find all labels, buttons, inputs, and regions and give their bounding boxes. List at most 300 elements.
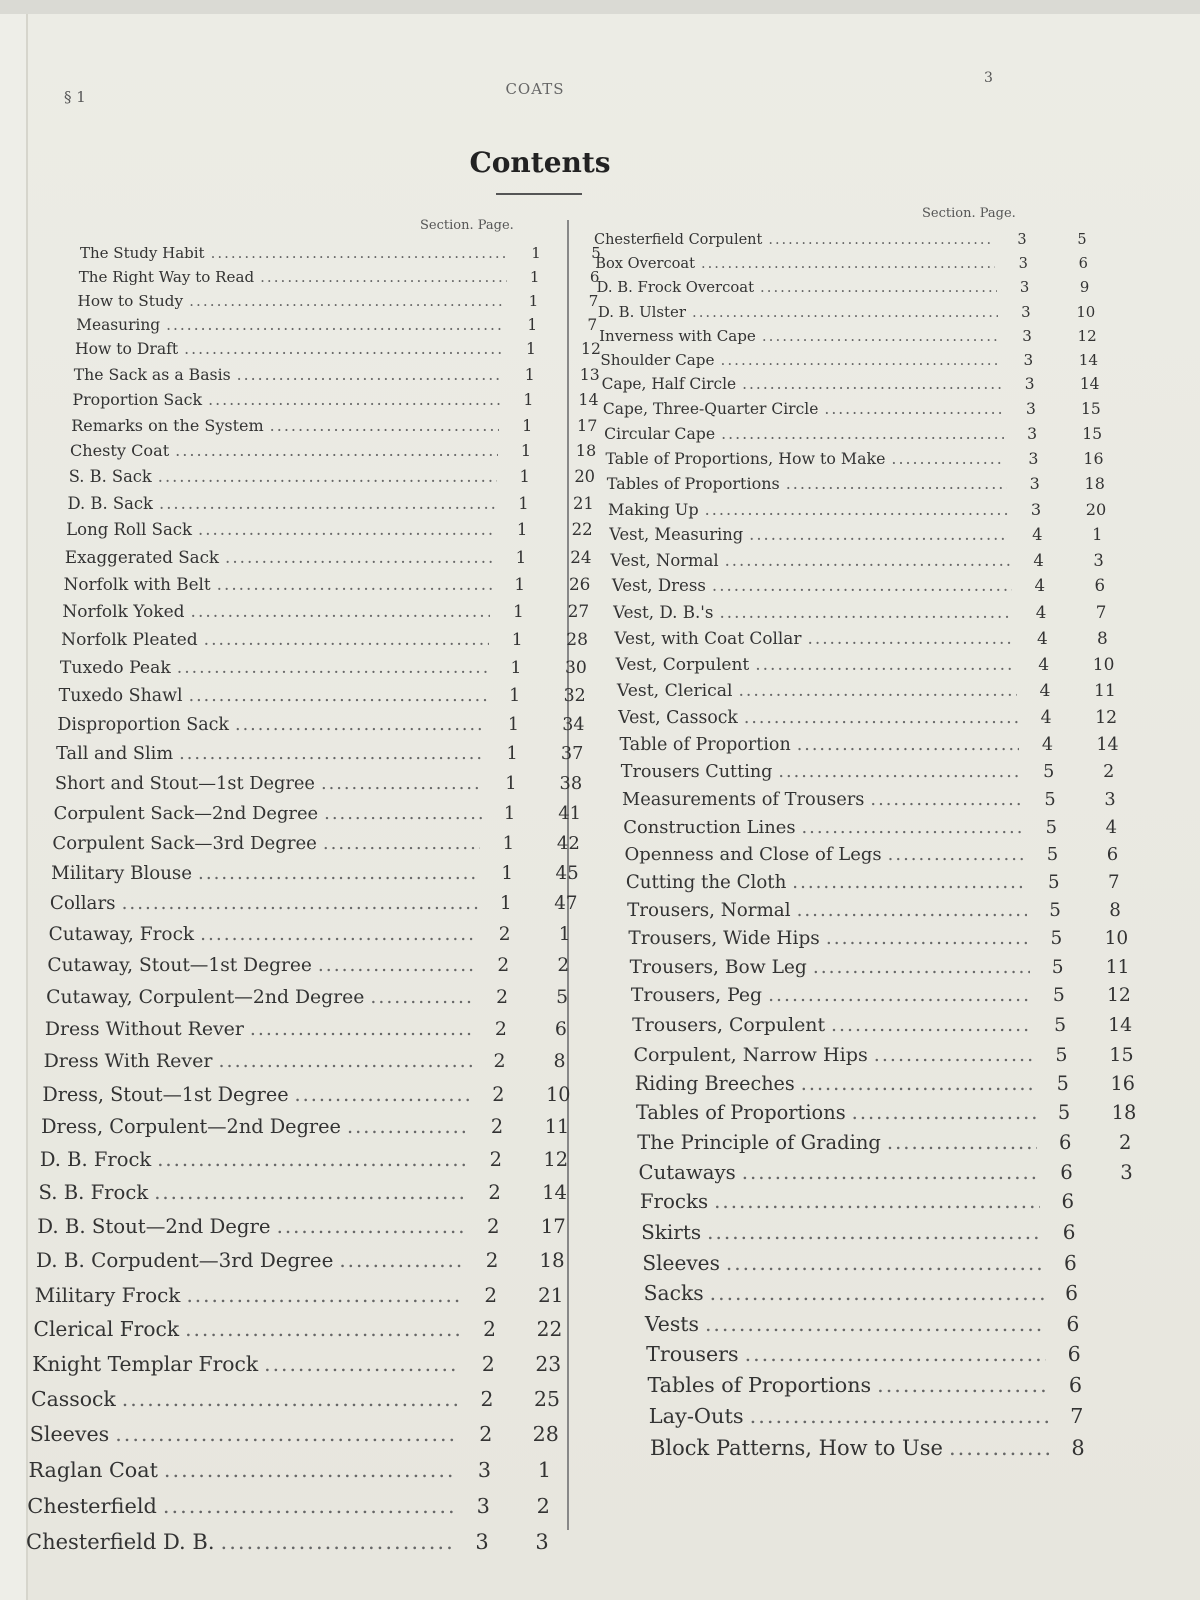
entry-title: Vest, Clerical xyxy=(616,681,733,702)
entry-page: 16 xyxy=(1083,449,1104,469)
entry-page: 22 xyxy=(571,520,593,540)
leader-dots xyxy=(179,744,484,764)
entry-section: 3 xyxy=(1021,302,1031,321)
entry-section: 6 xyxy=(1066,1311,1080,1336)
entry-section: 6 xyxy=(1059,1130,1072,1154)
contents-entry xyxy=(618,708,1138,728)
entry-title: Box Overcoat xyxy=(595,255,695,273)
entry-title: Cape, Three-Quarter Circle xyxy=(602,399,819,418)
page-number: 3 xyxy=(984,70,993,86)
entry-title: Tables of Proportions xyxy=(606,474,780,494)
entry-title: Tables of Proportions xyxy=(647,1373,872,1398)
leader-dots xyxy=(744,708,1018,728)
leader-dots xyxy=(191,602,491,622)
contents-entry xyxy=(628,928,1148,949)
entry-section: 3 xyxy=(1017,232,1027,248)
entry-title: Trousers, Corpulent xyxy=(632,1014,826,1037)
entry-page: 11 xyxy=(1105,956,1130,978)
leader-dots xyxy=(824,400,1003,418)
entry-section: 1 xyxy=(511,629,523,650)
entry-page: 26 xyxy=(568,574,591,595)
leader-dots xyxy=(877,1373,1047,1397)
entry-section: 2 xyxy=(489,1148,503,1171)
contents-entry xyxy=(642,1251,1162,1275)
entry-title: Trousers xyxy=(646,1342,739,1367)
entry-page: 12 xyxy=(581,340,601,359)
entry-page: 14 xyxy=(578,390,599,410)
entry-section: 3 xyxy=(1018,255,1028,273)
leader-dots xyxy=(164,1458,457,1482)
entry-section: 1 xyxy=(527,315,538,334)
entry-title: Clerical Frock xyxy=(33,1317,180,1341)
entry-page: 8 xyxy=(553,1050,566,1073)
leader-dots xyxy=(705,1312,1045,1336)
leader-dots xyxy=(707,1220,1041,1244)
entry-page: 15 xyxy=(1109,1043,1134,1066)
entry-title: Dress With Rever xyxy=(43,1050,213,1073)
contents-entry xyxy=(59,686,607,706)
entry-section: 2 xyxy=(487,1214,500,1238)
entry-page: 21 xyxy=(573,493,594,513)
leader-dots xyxy=(725,551,1011,570)
entry-section: 1 xyxy=(510,657,522,678)
entry-title: S. B. Frock xyxy=(38,1181,149,1205)
leader-dots xyxy=(721,424,1004,443)
contents-entry xyxy=(630,957,1150,978)
entry-title: Military Blouse xyxy=(51,862,193,884)
leader-dots xyxy=(122,1387,459,1411)
leader-dots xyxy=(887,1131,1037,1154)
entry-section: 1 xyxy=(509,686,521,706)
leader-dots xyxy=(701,255,995,272)
entry-title: Trousers, Wide Hips xyxy=(628,928,820,950)
entry-title: Frocks xyxy=(639,1190,709,1214)
contents-entry xyxy=(29,1458,577,1482)
entry-section: 3 xyxy=(1023,350,1034,369)
leader-dots xyxy=(295,1083,471,1106)
entry-page: 4 xyxy=(1105,816,1117,838)
entry-title: Knight Templar Frock xyxy=(32,1351,259,1376)
entry-title: Chesterfield Corpulent xyxy=(594,232,763,248)
contents-entry xyxy=(32,1352,580,1376)
leader-dots xyxy=(831,1014,1032,1036)
entry-section: 1 xyxy=(531,244,541,262)
contents-entry xyxy=(67,494,615,513)
entry-section: 6 xyxy=(1063,1250,1077,1275)
leader-dots xyxy=(870,789,1022,810)
contents-entry xyxy=(594,232,1114,248)
contents-entry xyxy=(600,351,1120,369)
contents-entry xyxy=(65,547,613,567)
entry-section: 3 xyxy=(1030,499,1042,519)
contents-entry xyxy=(31,1387,579,1411)
entry-title: D. B. Ulster xyxy=(597,302,686,321)
leader-dots xyxy=(792,872,1026,893)
entry-title: The Study Habit xyxy=(80,244,205,262)
entry-page: 14 xyxy=(1108,1014,1133,1037)
contents-entry xyxy=(605,449,1125,468)
leader-dots xyxy=(745,1342,1047,1366)
leader-dots xyxy=(742,1161,1039,1184)
entry-page: 45 xyxy=(555,862,579,884)
entry-title: Trousers, Normal xyxy=(627,900,791,922)
title-rule xyxy=(496,193,582,195)
entry-page: 6 xyxy=(554,1018,567,1041)
leader-dots xyxy=(189,292,505,310)
leader-dots xyxy=(826,928,1029,949)
entry-page: 6 xyxy=(1106,844,1119,866)
entry-section: 3 xyxy=(1022,326,1032,345)
contents-entry xyxy=(633,1043,1153,1066)
contents-entry xyxy=(607,474,1127,493)
entry-title: Norfolk with Belt xyxy=(63,574,211,595)
entry-section: 5 xyxy=(1056,1072,1069,1096)
contents-entry xyxy=(608,500,1128,519)
contents-entry xyxy=(66,520,614,539)
leader-dots xyxy=(888,844,1025,865)
entry-title: The Principle of Grading xyxy=(637,1130,881,1154)
leader-dots xyxy=(768,985,1031,1006)
entry-section: 5 xyxy=(1057,1101,1071,1125)
entry-section: 2 xyxy=(484,1282,498,1307)
entry-page: 24 xyxy=(570,547,592,567)
leader-dots xyxy=(321,773,483,794)
leader-dots xyxy=(122,893,478,914)
entry-section: 1 xyxy=(518,493,529,513)
entry-section: 4 xyxy=(1033,550,1044,570)
contents-entry xyxy=(647,1373,1167,1397)
entry-title: Vest, Corpulent xyxy=(615,654,750,675)
leader-dots xyxy=(264,1352,460,1376)
entry-section: 6 xyxy=(1065,1281,1079,1305)
leader-dots xyxy=(813,957,1030,978)
leader-dots xyxy=(762,327,999,345)
entry-section: 2 xyxy=(479,1422,493,1446)
contents-entry xyxy=(640,1190,1160,1213)
entry-title: Vest, Cassock xyxy=(618,708,738,729)
entry-title: Chesterfield D. B. xyxy=(26,1529,215,1554)
entry-page: 5 xyxy=(1077,232,1087,248)
entry-section: 4 xyxy=(1040,708,1052,729)
entry-page: 17 xyxy=(577,415,598,435)
entry-page: 11 xyxy=(1093,681,1116,702)
entry-page: 10 xyxy=(1092,654,1115,675)
entry-title: Cassock xyxy=(31,1386,116,1411)
contents-entry xyxy=(27,1494,575,1518)
entry-title: Measuring xyxy=(76,315,161,334)
leader-dots xyxy=(185,1317,461,1341)
entry-section: 4 xyxy=(1041,734,1054,755)
contents-entry xyxy=(595,255,1115,272)
contents-entry xyxy=(645,1312,1165,1336)
leader-dots xyxy=(277,1215,466,1238)
contents-entry xyxy=(623,817,1143,838)
entry-title: S. B. Sack xyxy=(68,467,152,487)
entry-title: Collars xyxy=(49,893,116,915)
entry-title: Cape, Half Circle xyxy=(601,375,737,394)
contents-entry xyxy=(26,1530,574,1554)
contents-entry xyxy=(42,1083,590,1106)
leader-dots xyxy=(797,900,1028,921)
leader-dots xyxy=(705,500,1008,519)
contents-entry xyxy=(632,1014,1152,1036)
entry-title: Trousers, Peg xyxy=(630,985,763,1007)
contents-entry xyxy=(69,467,617,486)
contents-entry xyxy=(644,1281,1164,1305)
leader-dots xyxy=(807,628,1014,648)
contents-entry xyxy=(617,681,1137,701)
entry-page: 2 xyxy=(557,955,570,977)
leader-dots xyxy=(225,547,493,567)
leader-dots xyxy=(760,279,996,296)
entry-title: Chesty Coat xyxy=(69,441,170,461)
contents-entry xyxy=(35,1283,583,1307)
entry-section: 6 xyxy=(1060,1160,1073,1184)
leader-dots xyxy=(710,1281,1044,1305)
leader-dots xyxy=(158,467,497,486)
entry-title: Sleeves xyxy=(642,1250,720,1275)
entry-section: 1 xyxy=(519,467,530,487)
leader-dots xyxy=(270,416,500,435)
entry-section: 3 xyxy=(475,1529,489,1554)
leader-dots xyxy=(749,525,1009,544)
contents-entry xyxy=(47,955,595,976)
entry-section: 5 xyxy=(1054,1014,1067,1037)
entry-section: 4 xyxy=(1038,654,1050,675)
contents-entry xyxy=(631,985,1151,1006)
entry-section: 6 xyxy=(1061,1190,1075,1214)
entry-section: 2 xyxy=(480,1386,494,1411)
entry-section: 4 xyxy=(1039,681,1051,702)
entry-section: 3 xyxy=(1024,375,1035,394)
entry-title: Circular Cape xyxy=(604,424,716,444)
contents-entry xyxy=(40,1148,588,1171)
entry-title: Norfolk Pleated xyxy=(61,629,198,650)
contents-entry xyxy=(622,789,1142,810)
entry-page: 12 xyxy=(543,1148,569,1171)
leader-dots xyxy=(198,520,494,539)
entry-title: Corpulent Sack—3rd Degree xyxy=(52,832,317,854)
entry-page: 9 xyxy=(1079,278,1090,296)
contents-entry xyxy=(604,424,1124,443)
leader-dots xyxy=(768,232,994,248)
entry-section: 1 xyxy=(506,743,518,764)
entry-page: 10 xyxy=(1104,928,1129,950)
contents-entry xyxy=(46,987,594,1008)
entry-page: 5 xyxy=(591,244,601,262)
entry-page: 18 xyxy=(1111,1101,1137,1125)
entry-title: Proportion Sack xyxy=(72,390,203,410)
entry-section: 5 xyxy=(1048,872,1060,894)
entry-title: Inverness with Cape xyxy=(599,326,756,345)
entry-title: D. B. Frock xyxy=(39,1148,152,1171)
entry-page: 14 xyxy=(1078,350,1099,369)
contents-entry xyxy=(616,655,1136,675)
contents-entry xyxy=(71,416,619,435)
entry-title: Block Patterns, How to Use xyxy=(650,1435,943,1460)
entry-page: 6 xyxy=(589,267,600,286)
leader-dots xyxy=(175,441,498,460)
entry-section: 1 xyxy=(501,862,513,884)
entry-title: Vest, Dress xyxy=(611,576,706,596)
entry-page: 15 xyxy=(1081,399,1101,418)
entry-title: Chesterfield xyxy=(27,1493,157,1518)
entry-title: Shoulder Cape xyxy=(600,350,715,369)
entry-page: 2 xyxy=(1119,1130,1132,1154)
entry-title: Sleeves xyxy=(29,1422,110,1446)
entry-section: 2 xyxy=(497,955,510,977)
entry-page: 5 xyxy=(556,986,569,1008)
contents-entry xyxy=(37,1215,585,1238)
entry-section: 1 xyxy=(500,893,512,915)
entry-page: 3 xyxy=(1093,550,1104,570)
entry-title: Exaggerated Sack xyxy=(64,547,220,567)
contents-entry xyxy=(54,803,602,824)
entry-page: 41 xyxy=(558,802,581,824)
leader-dots xyxy=(235,715,485,735)
contents-entry xyxy=(61,630,609,650)
entry-section: 8 xyxy=(1071,1435,1085,1460)
entry-page: 12 xyxy=(1077,326,1097,345)
entry-page: 1 xyxy=(537,1457,552,1482)
entry-section: 5 xyxy=(1043,762,1055,783)
entry-title: Openness and Close of Legs xyxy=(624,844,882,866)
contents-entry xyxy=(74,365,622,384)
page-title: Contents xyxy=(469,146,611,179)
entry-title: Making Up xyxy=(608,499,699,519)
entry-page: 3 xyxy=(1104,789,1116,811)
entry-page: 15 xyxy=(1082,424,1103,444)
entry-section: 2 xyxy=(494,1018,507,1041)
entry-page: 21 xyxy=(538,1282,564,1307)
entry-section: 5 xyxy=(1044,789,1056,811)
entry-title: Tuxedo Shawl xyxy=(58,686,183,706)
entry-title: Table of Proportions, How to Make xyxy=(605,449,886,469)
entry-section: 1 xyxy=(529,267,540,286)
contents-entry xyxy=(57,715,605,735)
entry-page: 6 xyxy=(1078,255,1088,273)
entry-title: Lay-Outs xyxy=(648,1404,744,1429)
entry-title: Skirts xyxy=(641,1220,702,1245)
entry-title: Sacks xyxy=(643,1281,704,1305)
entry-title: Measurements of Trousers xyxy=(622,789,865,811)
entry-page: 14 xyxy=(542,1181,568,1205)
leader-dots xyxy=(721,351,1001,369)
leader-dots xyxy=(260,268,507,286)
right-column-heading: Section. Page. xyxy=(922,206,1016,221)
contents-entry xyxy=(62,602,610,622)
contents-entry xyxy=(45,1018,593,1040)
entry-page: 25 xyxy=(534,1386,560,1411)
leader-dots xyxy=(189,686,487,706)
entry-section: 4 xyxy=(1036,628,1048,649)
entry-title: Tuxedo Peak xyxy=(59,657,171,678)
leader-dots xyxy=(177,658,488,678)
leader-dots xyxy=(200,924,476,945)
contents-entry xyxy=(603,400,1123,418)
contents-entry xyxy=(64,574,612,594)
leader-dots xyxy=(218,1050,471,1072)
entry-title: Cutaway, Frock xyxy=(48,924,195,945)
entry-title: Vests xyxy=(644,1311,699,1336)
entry-title: Vest, with Coat Collar xyxy=(614,628,802,649)
entry-title: Corpulent Sack—2nd Degree xyxy=(53,802,319,824)
entry-section: 2 xyxy=(492,1082,505,1106)
entry-section: 1 xyxy=(514,574,526,595)
entry-page: 2 xyxy=(536,1493,550,1518)
entry-title: Long Roll Sack xyxy=(66,520,193,540)
entry-page: 30 xyxy=(564,657,587,678)
entry-section: 2 xyxy=(481,1351,495,1376)
leader-dots xyxy=(184,340,503,358)
entry-section: 1 xyxy=(502,832,515,854)
entry-title: The Sack as a Basis xyxy=(73,365,231,384)
entry-page: 22 xyxy=(536,1317,563,1341)
entry-page: 27 xyxy=(567,601,590,622)
contents-entry xyxy=(60,658,608,678)
entry-title: Cutaway, Stout—1st Degree xyxy=(47,955,312,977)
entry-section: 1 xyxy=(522,415,533,435)
entry-title: Construction Lines xyxy=(623,816,796,838)
contents-entry xyxy=(72,390,620,409)
leader-dots xyxy=(323,833,480,854)
leader-dots xyxy=(221,1530,454,1554)
entry-section: 3 xyxy=(1028,449,1039,469)
leader-dots xyxy=(786,474,1007,493)
leader-dots xyxy=(802,817,1024,838)
leader-dots xyxy=(204,630,490,650)
entry-title: D. B. Stout—2nd Degre xyxy=(37,1214,271,1238)
entry-title: How to Draft xyxy=(74,340,179,359)
entry-title: Raglan Coat xyxy=(28,1457,158,1482)
entry-section: 1 xyxy=(526,340,536,359)
entry-section: 1 xyxy=(523,390,534,410)
contents-entry xyxy=(79,268,627,286)
entry-page: 38 xyxy=(559,773,583,794)
entry-page: 32 xyxy=(563,686,586,706)
entry-section: 1 xyxy=(507,714,519,735)
contents-entry xyxy=(39,1181,587,1204)
entry-title: Trousers, Bow Leg xyxy=(629,956,807,978)
entry-title: Trousers Cutting xyxy=(620,762,773,783)
entry-section: 5 xyxy=(1046,844,1059,866)
entry-section: 3 xyxy=(476,1493,490,1518)
entry-title: Short and Stout—1st Degree xyxy=(54,773,315,794)
leader-dots xyxy=(347,1115,469,1138)
entry-section: 3 xyxy=(1019,278,1030,296)
entry-section: 5 xyxy=(1055,1043,1068,1066)
leader-dots xyxy=(755,655,1015,675)
leader-dots xyxy=(738,681,1016,701)
entry-page: 7 xyxy=(1108,872,1120,894)
entry-section: 1 xyxy=(528,291,539,310)
entry-page: 8 xyxy=(1096,628,1108,649)
contents-entry xyxy=(612,576,1132,595)
entry-page: 20 xyxy=(574,467,596,487)
entry-page: 42 xyxy=(556,832,580,854)
leader-dots xyxy=(237,365,502,384)
contents-entry xyxy=(36,1249,584,1272)
entry-page: 18 xyxy=(1084,474,1105,494)
contents-entry xyxy=(626,872,1146,893)
entry-page: 18 xyxy=(575,441,597,461)
entry-page: 18 xyxy=(539,1248,565,1272)
contents-entry xyxy=(55,773,603,794)
leader-dots xyxy=(949,1436,1050,1460)
entry-page: 7 xyxy=(587,315,598,334)
entry-title: Cutaway, Corpulent—2nd Degree xyxy=(46,986,365,1008)
leader-dots xyxy=(712,576,1012,595)
